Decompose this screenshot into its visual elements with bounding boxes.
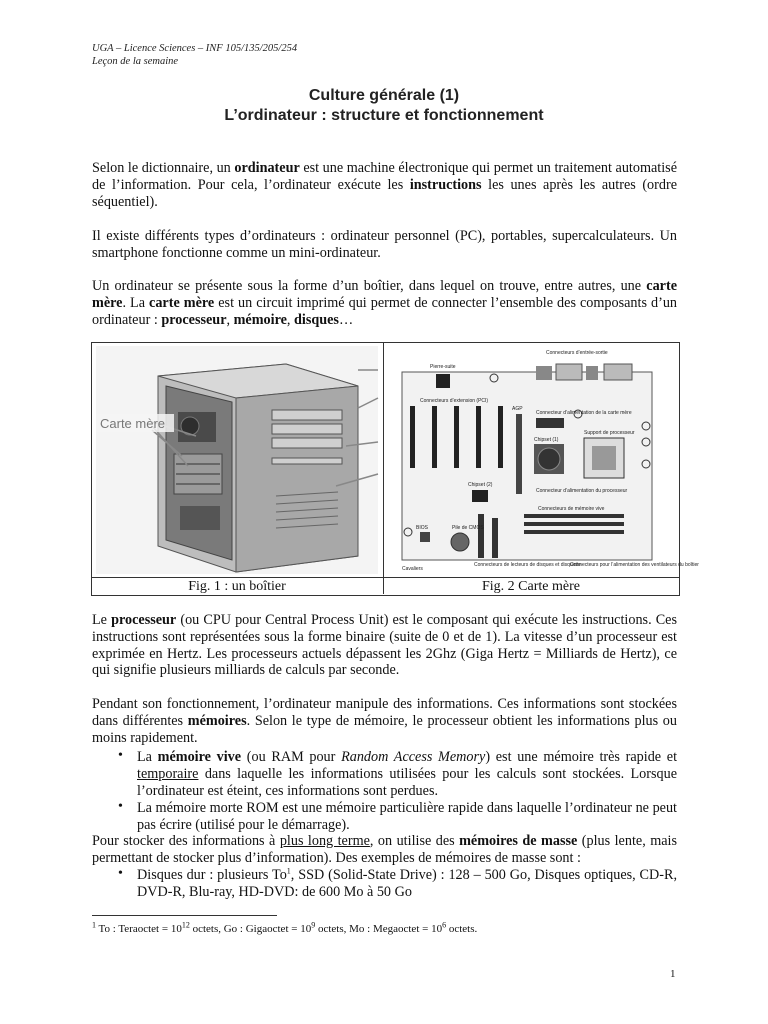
svg-text:Connecteurs de mémoire vive: Connecteurs de mémoire vive bbox=[538, 506, 605, 512]
svg-text:Pierre-suite: Pierre-suite bbox=[430, 364, 456, 370]
paragraph-types: Il existe différents types d’ordinateurs : ordinateur personnel (PC), portables, supercalculateurs. Un smartphone fonctionne comme un mini-ordinateur. bbox=[92, 228, 677, 261]
svg-text:Cavaliers: Cavaliers bbox=[402, 566, 423, 572]
figure-divider bbox=[383, 342, 384, 594]
bullet-marker: • bbox=[118, 748, 123, 763]
paragraph-memoires: Pendant son fonctionnement, l’ordinateur manipule des informations. Ces informations sont stockées dans différentes mémoires. Selon le type de mémoire, le processeur obtient les informations plus ou moins rapidement. bbox=[92, 696, 677, 746]
svg-text:Connecteurs d’extension (PCI): Connecteurs d’extension (PCI) bbox=[420, 398, 489, 404]
header-course: UGA – Licence Sciences – INF 105/135/205/254 bbox=[92, 43, 298, 54]
svg-text:Chipset (1): Chipset (1) bbox=[534, 437, 559, 443]
bullet-marker: • bbox=[118, 866, 123, 881]
svg-text:Connecteurs d’entrée-sortie: Connecteurs d’entrée-sortie bbox=[546, 350, 608, 356]
paragraph-masse: Pour stocker des informations à plus long terme, on utilise des mémoires de masse (plus lente, mais permettant de stocker plus d’information). Des exemples de mémoires de masse sont : bbox=[92, 833, 677, 866]
svg-text:Connecteur d’alimentation de l: Connecteur d’alimentation de la carte mère bbox=[536, 410, 632, 416]
svg-text:AGP: AGP bbox=[512, 406, 523, 412]
fig1-caption: Fig. 1 : un boîtier bbox=[188, 579, 286, 594]
bullet-ram: La mémoire vive (ou RAM pour Random Access Memory) est une mémoire très rapide et temporaire dans laquelle les informations utilisées pour les calculs sont stockées. Lorsque l’ordinateur est éteint, ces informations sont perdues. bbox=[137, 749, 678, 799]
paragraph-carte-mere: Un ordinateur se présente sous la forme d’un boîtier, dans lequel on trouve, entre autres, une carte mère. La carte mère est un circuit imprimé qui permet de connecter l’ensemble des composants d’un ordinateur : processeur, mémoire, disques… bbox=[92, 278, 678, 328]
page-number: 1 bbox=[670, 968, 676, 980]
bullet-rom: La mémoire morte ROM est une mémoire particulière rapide dans laquelle l’ordinateur ne peut pas écrire (utilisé pour le démarrage). bbox=[137, 800, 677, 833]
svg-text:Connecteurs pour l’alimentatio: Connecteurs pour l’alimentation des ventilateurs du boîtier bbox=[570, 562, 699, 568]
fig2-caption: Fig. 2 Carte mère bbox=[482, 579, 580, 594]
computer-case-image bbox=[96, 346, 378, 574]
page-header bbox=[92, 42, 297, 68]
footnote: $^1$ To : Teraoctet = $10^{12}$ octets, Go : Gigaoctet = $10^9$ octets, Mo : Megaoctet = $10^6$ octets. bbox=[92, 920, 478, 935]
bullet-marker: • bbox=[118, 799, 123, 814]
paragraph-processeur: Le processeur (ou CPU pour Central Process Unit) est le composant qui exécute les instructions. Ces instructions sont représentées sous la forme binaire (suite de 0 et de 1). La vitesse d’un processeur est exprimée en Hertz. Les processeurs actuels dépassent les 2Ghz (Giga Hertz = Milliards de Hertz), ce qui signifie plusieurs milliards de calculs par seconde. bbox=[92, 612, 677, 679]
page-title: Culture générale (1) bbox=[308, 87, 460, 104]
motherboard-diagram bbox=[388, 346, 699, 574]
svg-text:BIOS: BIOS bbox=[416, 525, 428, 531]
caption-rule bbox=[91, 577, 679, 578]
paragraph-definition: Selon le dictionnaire, un ordinateur est une machine électronique qui permet un traitement automatisé de l’information. Pour cela, l’ordinateur exécute les instructions les unes après les autres (ordre séquentiel). bbox=[92, 160, 677, 210]
page-subtitle: L’ordinateur : structure et fonctionnement bbox=[224, 107, 544, 124]
svg-text:Connecteurs de lecteurs de dis: Connecteurs de lecteurs de disques et disquette bbox=[474, 562, 582, 568]
svg-text:Support de processeur: Support de processeur bbox=[584, 430, 635, 436]
header-subtitle: Leçon de la semaine bbox=[92, 56, 179, 67]
bullet-disques: Disques dur : plusieurs To$^1$, SSD (Solid-State Drive) : 128 – 500 Go, Disques optiques, CD-R, DVD-R, Blu-ray, HD-DVD: de 600 Mo à 50 Go bbox=[137, 866, 677, 900]
carte-mere-label: Carte mère bbox=[100, 416, 166, 431]
svg-text:Connecteur d’alimentation du p: Connecteur d’alimentation du processeur bbox=[536, 488, 628, 494]
svg-text:Pile de CMOS: Pile de CMOS bbox=[452, 525, 484, 531]
footnote-rule bbox=[92, 915, 277, 916]
svg-text:Chipset (2): Chipset (2) bbox=[468, 482, 493, 488]
